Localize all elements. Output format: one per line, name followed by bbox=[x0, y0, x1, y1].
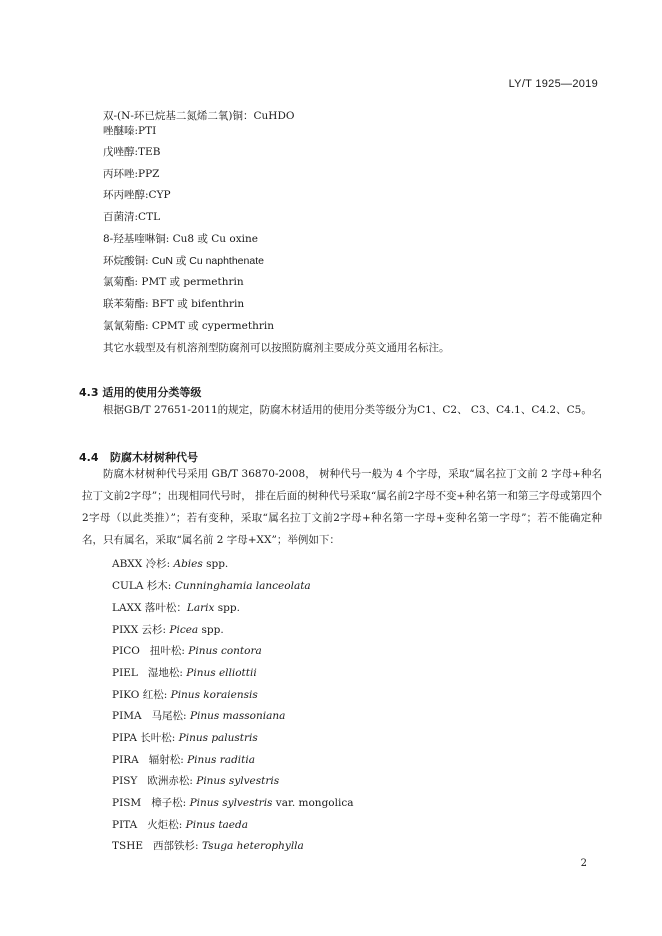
species-item: PITA 火炬松: Pinus taeda bbox=[112, 819, 248, 831]
abbrev-line: 环烷酸铜: CuN 或 Cu naphthenate bbox=[103, 255, 264, 267]
abbrev-line: 环丙唑醇:CYP bbox=[103, 189, 171, 201]
species-item: PISM 樟子松: Pinus sylvestris var. mongolica bbox=[112, 797, 354, 809]
species-item: PIMA 马尾松: Pinus massoniana bbox=[112, 710, 286, 722]
abbrev-line: 氯菊酯: PMT 或 permethrin bbox=[103, 276, 244, 288]
species-item: PIRA 辐射松: Pinus raditia bbox=[112, 754, 255, 766]
abbrev-line: 联苯菊酯: BFT 或 bifenthrin bbox=[103, 298, 245, 310]
abbrev-line: 丙环唑:PPZ bbox=[103, 168, 160, 180]
species-item: PIXX 云杉: Picea spp. bbox=[112, 624, 224, 636]
abbrev-line: 唑醚嗪:PTI bbox=[103, 125, 157, 137]
species-item: PICO 扭叶松: Pinus contora bbox=[112, 645, 262, 657]
species-item: ABXX 冷杉: Abies spp. bbox=[112, 558, 229, 570]
abbrev-line: 氯氰菊酯: CPMT 或 cypermethrin bbox=[103, 320, 274, 332]
abbrev-note: 其它水载型及有机溶剂型防腐剂可以按照防腐剂主要成分英文通用名标注。 bbox=[103, 342, 450, 354]
document-id: LY/T 1925—2019 bbox=[508, 78, 598, 90]
section-4-3-body: 根据GB/T 27651-2011的规定，防腐木材适用的使用分类等级分为C1、C2、 C3、C4.1、C4.2、C5。 bbox=[103, 404, 592, 416]
section-4-4-body: 防腐木材树种代号采用 GB/T 36870-2008， 树种代号一般为 4 个字母，采取“属名拉丁文前 2 字母+种名拉丁文前2字母”；出现相同代号时， 排在后面的树种代号采取“属名前2字母不变+种名第一和第三字母或第四个2字母（以此类推）”；若有变种，采取“属名拉丁文前2字母+种名第一字母+变种名第一字母”；若不能确定种名，只有属名，采取“属名前 2 字母+XX”；举例如下： bbox=[82, 468, 602, 546]
abbrev-line: 8-羟基喹啉铜: Cu8 或 Cu oxine bbox=[103, 233, 258, 245]
species-item: PISY 欧洲赤松: Pinus sylvestris bbox=[112, 775, 280, 787]
section-heading-4-4: 4.4 防腐木材树种代号 bbox=[79, 451, 198, 464]
abbrev-line: 百菌清:CTL bbox=[103, 211, 161, 223]
species-item: PIPA 长叶松: Pinus palustris bbox=[112, 732, 258, 744]
abbrev-line: 双-(N-环已烷基二氮烯二氧)铜：CuHDO bbox=[103, 110, 295, 122]
species-item: CULA 杉木: Cunninghamia lanceolata bbox=[112, 580, 311, 592]
abbrev-line: 戊唑醇:TEB bbox=[103, 146, 161, 158]
section-heading-4-3: 4.3 适用的使用分类等级 bbox=[79, 386, 202, 399]
species-item: PIKO 红松: Pinus koraiensis bbox=[112, 689, 258, 701]
species-item: TSHE 西部铁杉: Tsuga heterophylla bbox=[112, 840, 304, 852]
page-number: 2 bbox=[580, 858, 587, 869]
species-item: LAXX 落叶松：Larix spp. bbox=[112, 602, 240, 614]
species-item: PIEL 湿地松: Pinus elliottii bbox=[112, 667, 257, 679]
